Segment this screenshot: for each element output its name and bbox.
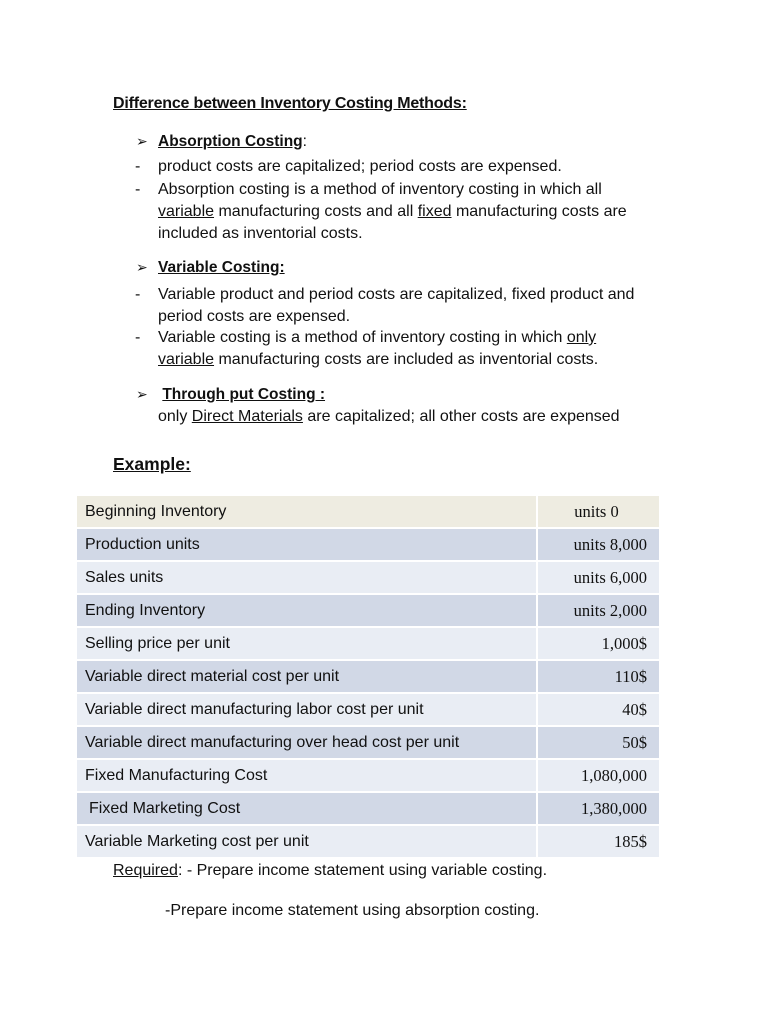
page-title: Difference between Inventory Costing Methods: [113,95,467,112]
row-value: 50$ [537,726,660,759]
required-text: : - Prepare income statement using variable costing. [177,862,548,879]
throughput-description [158,408,620,426]
required-line-1 [113,862,547,880]
text-span: manufacturing costs and all [214,203,418,220]
row-value: 1,380,000 [537,792,660,825]
row-value: units 0 [537,495,660,528]
heading-text: Variable Costing: [158,259,285,276]
heading-text: Absorption Costing [158,133,303,150]
row-value: units 8,000 [537,528,660,561]
text-span: manufacturing costs are included as inventorial costs. [214,351,599,368]
dash-bullet: - [135,329,141,346]
heading-text: Through put Costing : [162,386,326,403]
row-value: 40$ [537,693,660,726]
text-span: are capitalized; all other costs are expensed [302,408,620,425]
dash-bullet: - [135,286,141,303]
row-label: Variable direct manufacturing labor cost per unit [76,693,537,726]
row-value: 1,000$ [537,627,660,660]
table-row [76,660,660,693]
underlined-word: only [566,329,597,346]
row-label: Production units [76,528,537,561]
variable-bullet-2-line-1 [158,329,596,347]
required-label: Required [113,862,178,879]
absorption-costing-heading [136,133,307,151]
absorption-bullet-2-line-3: included as inventorial costs. [158,225,363,242]
arrow-bullet-icon: ➢ [136,386,148,402]
variable-bullet-2-line-2 [158,351,598,369]
text-span: only [158,408,192,425]
row-label: Variable direct manufacturing over head cost per unit [76,726,537,759]
absorption-bullet-2-line-2 [158,203,627,221]
variable-costing-heading [136,259,285,277]
row-label: Beginning Inventory [76,495,537,528]
row-label: Selling price per unit [76,627,537,660]
row-value: 110$ [537,660,660,693]
absorption-bullet-1: product costs are capitalized; period costs are expensed. [158,158,562,175]
heading-colon: : [302,133,307,150]
row-label: Fixed Marketing Cost [76,792,537,825]
row-value: units 6,000 [537,561,660,594]
example-heading: Example: [113,454,191,474]
arrow-bullet-icon: ➢ [136,133,148,149]
underlined-word: variable [158,203,215,220]
row-value: 185$ [537,825,660,858]
variable-bullet-1-line-2: period costs are expensed. [158,308,351,325]
underlined-word: Direct Materials [191,408,303,425]
variable-bullet-1-line-1: Variable product and period costs are capitalized, fixed product and [158,286,635,303]
required-line-2: -Prepare income statement using absorption costing. [165,902,540,919]
text-span: manufacturing costs are [451,203,627,220]
row-label: Variable Marketing cost per unit [76,825,537,858]
table-row [76,825,660,858]
underlined-word: fixed [417,203,452,220]
table-row [76,528,660,561]
absorption-bullet-2-line-1: Absorption costing is a method of inventory costing in which all [158,181,602,198]
cost-data-table [75,494,661,859]
text-span: Variable costing is a method of inventory costing in which [158,329,567,346]
table-row [76,594,660,627]
table-row [76,627,660,660]
arrow-bullet-icon: ➢ [136,259,148,275]
table-row [76,792,660,825]
table-row [76,693,660,726]
table-row [76,759,660,792]
underlined-word: variable [158,351,215,368]
row-label: Ending Inventory [76,594,537,627]
row-value: 1,080,000 [537,759,660,792]
dash-bullet: - [135,158,141,175]
table-row [76,561,660,594]
table-row [76,726,660,759]
row-value: units 2,000 [537,594,660,627]
dash-bullet: - [135,181,141,198]
row-label: Sales units [76,561,537,594]
table-row [76,495,660,528]
throughput-costing-heading [136,386,325,404]
row-label: Variable direct material cost per unit [76,660,537,693]
row-label: Fixed Manufacturing Cost [76,759,537,792]
